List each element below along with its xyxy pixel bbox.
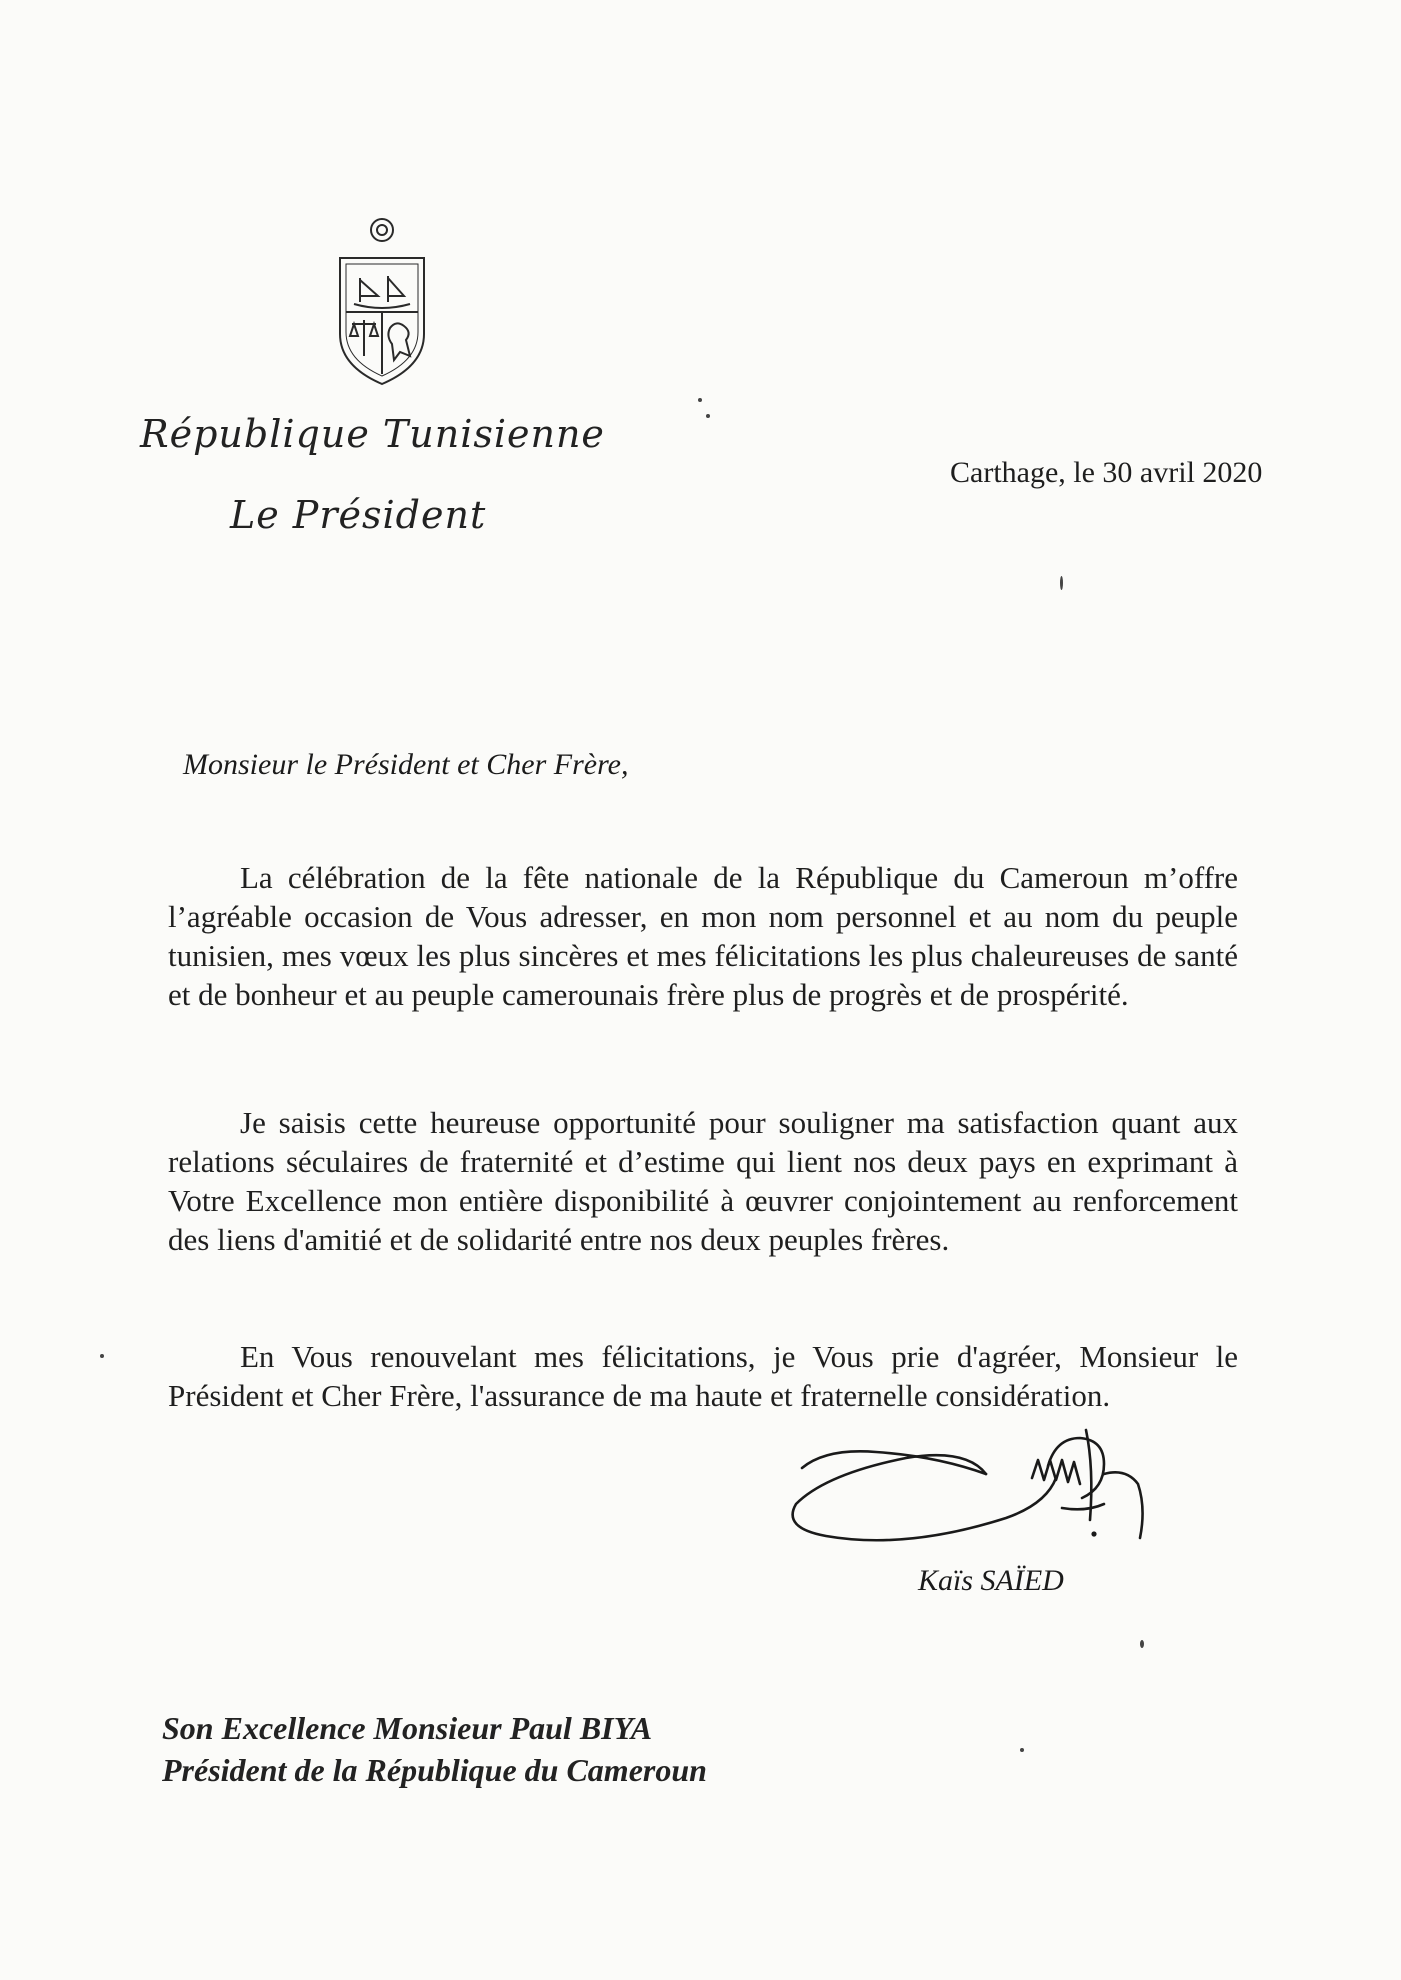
coat-of-arms-icon	[326, 216, 438, 388]
scan-speck	[1020, 1748, 1024, 1752]
addressee-name: Son Excellence Monsieur Paul BIYA	[162, 1710, 653, 1746]
scan-speck	[698, 398, 702, 402]
letterhead-president: Le Président	[230, 493, 487, 537]
letterhead-republic: République Tunisienne	[140, 412, 605, 456]
handwritten-signature	[786, 1408, 1162, 1558]
scan-speck	[1140, 1640, 1144, 1648]
scan-speck	[100, 1354, 104, 1358]
scan-speck	[706, 414, 710, 418]
body-paragraph-1: La célébration de la fête nationale de la République du Cameroun m’offre l’agréable occasion de Vous adresser, en mon nom personnel et au nom du peuple tunisien, mes vœux les plus sincères et mes félicitations les plus chaleureuses de santé et de bonheur et au peuple camerounais frère plus de progrès et de prospérité.	[168, 860, 1238, 1012]
addressee-title: Président de la République du Cameroun	[162, 1752, 707, 1788]
salutation: Monsieur le Président et Cher Frère,	[183, 748, 629, 781]
scan-speck	[1060, 576, 1063, 590]
letter-date: Carthage, le 30 avril 2020	[950, 456, 1263, 489]
body-paragraph-2: Je saisis cette heureuse opportunité pour souligner ma satisfaction quant aux relations séculaires de fraternité et d’estime qui lient nos deux pays en exprimant à Votre Excellence mon entière disponibilité à œuvrer conjointement au renforcement des liens d'amitié et de solidarité entre nos deux peuples frères.	[168, 1105, 1238, 1257]
body-paragraph-3: En Vous renouvelant mes félicitations, je Vous prie d'agréer, Monsieur le Président et Cher Frère, l'assurance de ma haute et fraternelle considération.	[168, 1339, 1238, 1413]
signer-name: Kaïs SAÏED	[918, 1564, 1064, 1597]
